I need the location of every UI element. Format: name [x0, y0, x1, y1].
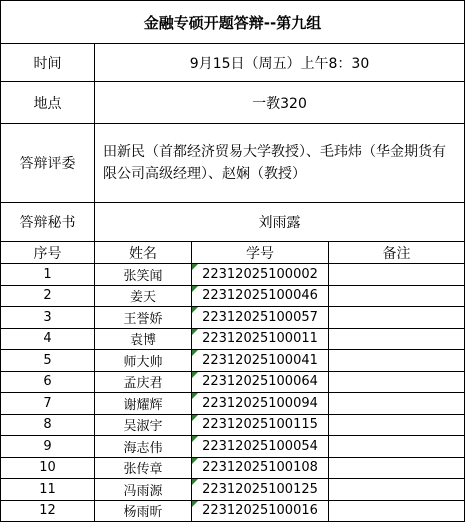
table-header-row: [1, 242, 465, 264]
time-value[interactable]: 9月15日（周五）上午8：30: [95, 44, 465, 82]
row-name-cell[interactable]: 王誉娇: [95, 307, 192, 329]
table-row: [1, 414, 465, 436]
row-note-cell[interactable]: [329, 457, 465, 479]
row-note-cell[interactable]: [329, 264, 465, 286]
table-row: [1, 285, 465, 307]
table-row: [1, 371, 465, 393]
table-row: [1, 500, 465, 522]
row-name-cell[interactable]: 张传章: [95, 457, 192, 479]
table-row: [1, 436, 465, 458]
row-no-cell[interactable]: 3: [1, 307, 95, 329]
place-value[interactable]: 一教320: [95, 82, 465, 124]
row-no-cell[interactable]: 4: [1, 328, 95, 350]
row-no-cell[interactable]: 6: [1, 371, 95, 393]
secretary-row: [1, 203, 465, 242]
row-note-cell[interactable]: [329, 479, 465, 501]
row-student-id-cell[interactable]: 22312025100064: [192, 371, 329, 393]
row-student-id-cell[interactable]: 22312025100125: [192, 479, 329, 501]
table-row: [1, 350, 465, 372]
table-row: [1, 457, 465, 479]
row-no-cell[interactable]: 8: [1, 414, 95, 436]
row-no-cell[interactable]: 5: [1, 350, 95, 372]
title-row: [1, 1, 465, 44]
table-row: [1, 479, 465, 501]
row-note-cell[interactable]: [329, 285, 465, 307]
place-label[interactable]: 地点: [1, 82, 95, 124]
row-student-id-cell[interactable]: 22312025100094: [192, 393, 329, 415]
row-student-id-cell[interactable]: 22312025100002: [192, 264, 329, 286]
row-student-id-cell[interactable]: 22312025100108: [192, 457, 329, 479]
row-name-cell[interactable]: 杨雨昕: [95, 500, 192, 522]
row-note-cell[interactable]: [329, 350, 465, 372]
header-name[interactable]: 姓名: [95, 242, 192, 264]
secretary-value[interactable]: 刘雨露: [95, 203, 465, 242]
panel-value[interactable]: 田新民（首都经济贸易大学教授）、毛玮炜（华金期货有限公司高级经理）、赵娴（教授）: [95, 124, 465, 203]
row-no-cell[interactable]: 11: [1, 479, 95, 501]
header-note[interactable]: 备注: [329, 242, 465, 264]
row-note-cell[interactable]: [329, 500, 465, 522]
row-note-cell[interactable]: [329, 328, 465, 350]
sheet-title[interactable]: 金融专硕开题答辩--第九组: [1, 1, 465, 44]
row-note-cell[interactable]: [329, 393, 465, 415]
time-row: [1, 44, 465, 82]
row-no-cell[interactable]: 10: [1, 457, 95, 479]
row-name-cell[interactable]: 孟庆君: [95, 371, 192, 393]
row-name-cell[interactable]: 师大帅: [95, 350, 192, 372]
header-no[interactable]: 序号: [1, 242, 95, 264]
panel-row: [1, 124, 465, 203]
row-student-id-cell[interactable]: 22312025100054: [192, 436, 329, 458]
row-student-id-cell[interactable]: 22312025100016: [192, 500, 329, 522]
row-note-cell[interactable]: [329, 414, 465, 436]
row-no-cell[interactable]: 2: [1, 285, 95, 307]
table-row: [1, 393, 465, 415]
row-name-cell[interactable]: 冯雨源: [95, 479, 192, 501]
row-name-cell[interactable]: 海志伟: [95, 436, 192, 458]
time-label[interactable]: 时间: [1, 44, 95, 82]
row-student-id-cell[interactable]: 22312025100057: [192, 307, 329, 329]
row-note-cell[interactable]: [329, 307, 465, 329]
row-no-cell[interactable]: 7: [1, 393, 95, 415]
table-row: [1, 264, 465, 286]
place-row: [1, 82, 465, 124]
row-name-cell[interactable]: 谢耀辉: [95, 393, 192, 415]
row-no-cell[interactable]: 12: [1, 500, 95, 522]
table-row: [1, 307, 465, 329]
row-student-id-cell[interactable]: 22312025100046: [192, 285, 329, 307]
row-name-cell[interactable]: 张笑闻: [95, 264, 192, 286]
secretary-label[interactable]: 答辩秘书: [1, 203, 95, 242]
row-no-cell[interactable]: 1: [1, 264, 95, 286]
row-note-cell[interactable]: [329, 436, 465, 458]
row-no-cell[interactable]: 9: [1, 436, 95, 458]
panel-label[interactable]: 答辩评委: [1, 124, 95, 203]
row-student-id-cell[interactable]: 22312025100115: [192, 414, 329, 436]
row-student-id-cell[interactable]: 22312025100011: [192, 328, 329, 350]
row-name-cell[interactable]: 吴淑宇: [95, 414, 192, 436]
header-student-id[interactable]: 学号: [192, 242, 329, 264]
row-name-cell[interactable]: 姜天: [95, 285, 192, 307]
table-row: [1, 328, 465, 350]
row-name-cell[interactable]: 袁博: [95, 328, 192, 350]
row-note-cell[interactable]: [329, 371, 465, 393]
row-student-id-cell[interactable]: 22312025100041: [192, 350, 329, 372]
